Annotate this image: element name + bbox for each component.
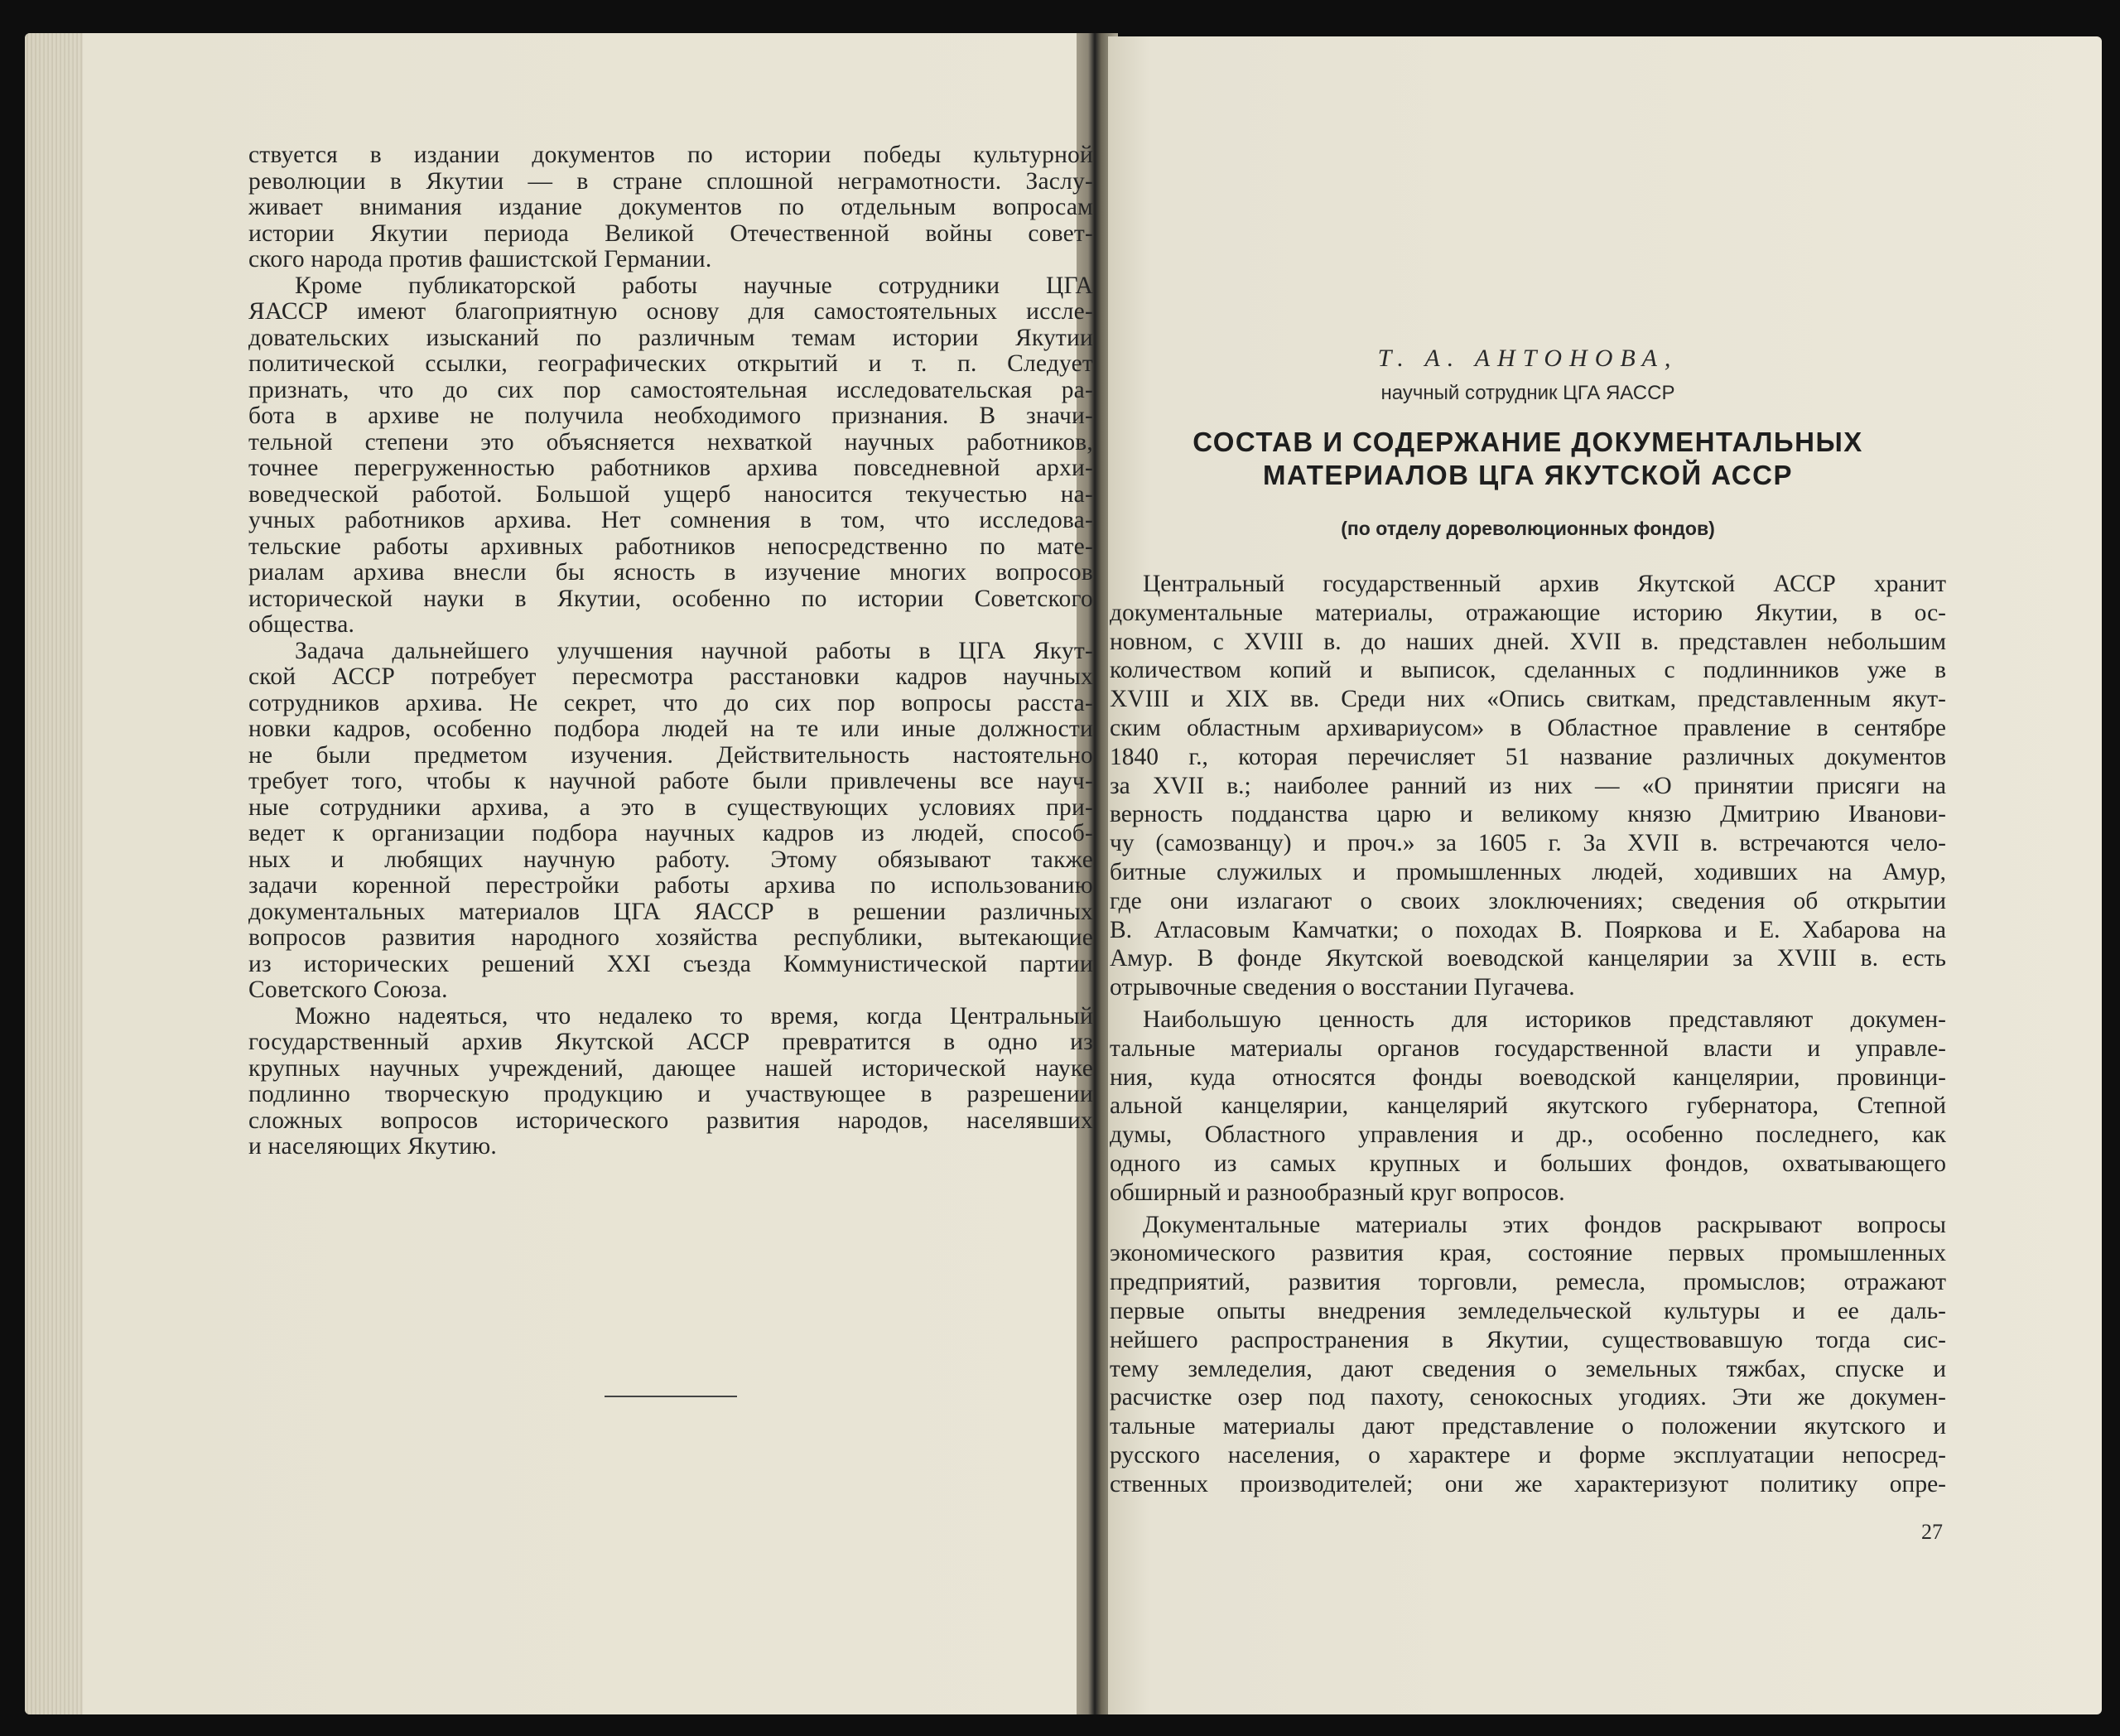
text-line: верность подданства царю и великому князю Дмитрию Иванови-: [1110, 801, 1946, 828]
text-line: признать, что до сих пор самостоятельная исследовательская ра-: [248, 377, 1093, 403]
text-line: Амур. В фонде Якутской воеводской канцелярии за XVIII в. есть: [1110, 945, 1946, 972]
text-line: альной канцелярии, канцелярий якутского губернатора, Степной: [1110, 1092, 1946, 1120]
article-subtitle: (по отделу дореволюционных фондов): [1341, 518, 1715, 539]
text-line: Наибольшую ценность для историков представляют докумен-: [1143, 1005, 1946, 1033]
text-line: количеством копий и выписок, сделанных с подлинников уже в: [1110, 657, 1946, 684]
text-line: ственных производителей; они же характеризуют политику опре-: [1110, 1470, 1946, 1497]
text-line: новки кадров, особенно подбора людей на те или иные должности: [248, 716, 1093, 742]
text-line: сотрудников архива. Не секрет, что до сих пор вопросы расста-: [248, 690, 1093, 716]
text-line: тальные материалы дают представление о положении якутского и: [1110, 1413, 1946, 1440]
text-line: экономического развития края, состояние первых промышленных: [1110, 1240, 1946, 1267]
text-line: нейшего распространения в Якутии, существовавшую тогда сис-: [1110, 1326, 1946, 1353]
text-line: тельские работы архивных работников непосредственно по мате-: [248, 533, 1093, 560]
text-line: Задача дальнейшего улучшения научной работы в ЦГА Якут-: [295, 638, 1093, 664]
paragraph: [1110, 1005, 1946, 1208]
text-line: новном, с XVIII в. до наших дней. XVII в. представлен небольшим: [1110, 628, 1946, 655]
text-line: тальные материалы органов государственной власти и управле-: [1110, 1034, 1946, 1062]
article-title-line: МАТЕРИАЛОВ ЦГА ЯКУТСКОЙ АССР: [1263, 460, 1793, 490]
text-line: ния, куда относятся фонды воеводской канцелярии, провинци-: [1110, 1063, 1946, 1091]
text-line: исторической науки в Якутии, особенно по истории Советского: [248, 586, 1093, 612]
text-line: ных и любящих научную работу. Этому обязывают также: [248, 846, 1093, 873]
text-line: обширный и разнообразный круг вопросов.: [1110, 1179, 1565, 1206]
author-position: научный сотрудник ЦГА ЯАССР: [1380, 382, 1675, 404]
text-line: учных работников архива. Нет сомнения в том, что исследова-: [248, 508, 1093, 533]
text-line: тельной степени это объясняется нехваткой научных работников,: [248, 429, 1093, 456]
text-line: сложных вопросов исторического развития народов, населявших: [248, 1107, 1093, 1134]
text-line: и населяющих Якутию.: [248, 1134, 497, 1160]
text-line: крупных научных учреждений, дающее нашей исторической науке: [248, 1055, 1093, 1082]
text-line: точнее перегруженностью работников архива повседневной архи-: [248, 456, 1093, 481]
text-line: ведет к организации подбора научных кадров из людей, способ-: [248, 821, 1093, 846]
text-line: ской АССР потребует пересмотра расстановки кадров научных: [248, 664, 1093, 690]
text-line: где они излагают о своих злоключениях; сведения об открытии: [1110, 887, 1946, 914]
article-title-line: СОСТАВ И СОДЕРЖАНИЕ ДОКУМЕНТАЛЬНЫХ: [1192, 427, 1863, 457]
text-line: расчистке озер под пахоту, сенокосных угодиях. Эти же докумен-: [1110, 1384, 1946, 1411]
text-line: истории Якутии периода Великой Отечественной войны совет-: [248, 220, 1093, 247]
text-line: риалам архива внесли бы ясность в изучение многих вопросов: [248, 560, 1093, 586]
text-line: Центральный государственный архив Якутской АССР хранит: [1143, 571, 1946, 597]
text-line: живает внимания издание документов по отдельным вопросам: [248, 195, 1093, 220]
text-line: за XVII в.; наиболее ранний из них — «О принятии присяги на: [1110, 772, 1946, 799]
text-line: отрывочные сведения о восстании Пугачева.: [1110, 974, 1575, 1001]
text-line: бота в архиве не получила необходимого признания. В значи-: [248, 403, 1093, 429]
text-line: чу (самозванцу) и проч.» за 1605 г. За XVII в. встречаются чело-: [1110, 830, 1946, 857]
text-line: ского народа против фашистской Германии.: [248, 247, 712, 272]
text-line: общества.: [248, 612, 355, 638]
text-line: ским областным архивариусом» в Областное правление в сентябре: [1110, 714, 1946, 741]
paragraph: [248, 142, 1093, 273]
section-end-rule: [605, 1396, 737, 1397]
text-line: воведческой работой. Большой ущерб наносится текучестью на-: [248, 481, 1093, 508]
text-line: вопросов развития народного хозяйства республики, вытекающие: [248, 925, 1093, 951]
text-line: из исторических решений XXI съезда Коммунистической партии: [248, 951, 1093, 977]
text-line: требует того, чтобы к научной работе были привлечены все науч-: [248, 769, 1093, 794]
paragraph: [1110, 570, 1946, 1002]
text-line: В. Атласовым Камчатки; о походах В. Пояркова и Е. Хабарова на: [1110, 916, 1946, 943]
text-line: Советского Союза.: [248, 977, 448, 1003]
text-line: документальных материалов ЦГА ЯАССР в решении различных: [248, 899, 1093, 925]
text-line: документальные материалы, отражающие историю Якутии, в ос-: [1110, 599, 1946, 626]
paragraph: [248, 273, 1093, 639]
page-number: 27: [1921, 1520, 1943, 1544]
text-line: Можно надеяться, что недалеко то время, когда Центральный: [295, 1003, 1093, 1030]
text-line: государственный архив Якутской АССР превратится в одно из: [248, 1030, 1093, 1055]
text-line: XVIII и XIX вв. Среди них «Опись свиткам, представленным якут-: [1110, 686, 1946, 713]
text-line: ные сотрудники архива, а это в существующих условиях при-: [248, 794, 1093, 821]
text-line: довательских изысканий по различным темам истории Якутии: [248, 325, 1093, 351]
text-line: Документальные материалы этих фондов раскрывают вопросы: [1143, 1211, 1946, 1238]
text-line: политической ссылки, географических открытий и т. п. Следует: [248, 351, 1093, 377]
page-edges: [25, 33, 83, 1714]
paragraph: [248, 639, 1093, 1004]
text-line: первые опыты внедрения земледельческой культуры и ее даль-: [1110, 1297, 1946, 1324]
text-line: ЯАССР имеют благоприятную основу для самостоятельных иссле-: [248, 299, 1093, 325]
text-line: революции в Якутии — в стране сплошной неграмотности. Заслу-: [248, 168, 1093, 195]
paragraph: [1110, 1211, 1946, 1499]
right-page-text: [1110, 570, 1946, 1499]
text-line: 1840 г., которая перечисляет 51 название различных документов: [1110, 743, 1946, 770]
text-line: не были предметом изучения. Действительность настоятельно: [248, 742, 1093, 769]
text-line: русского населения, о характере и форме эксплуатации непосред-: [1110, 1441, 1946, 1468]
text-line: думы, Областного управления и др., особенно последнего, как: [1110, 1121, 1946, 1149]
text-line: тему земледелия, дают сведения о земельных тяжбах, спуске и: [1110, 1355, 1946, 1382]
text-line: ствуется в издании документов по истории победы культурной: [248, 142, 1093, 168]
paragraph: [248, 1004, 1093, 1160]
text-line: битные служилых и промышленных людей, ходивших на Амур,: [1110, 858, 1946, 885]
text-line: Кроме публикаторской работы научные сотрудники ЦГА: [295, 272, 1093, 299]
text-line: предприятий, развития торговли, ремесла, промыслов; отражают: [1110, 1269, 1946, 1296]
text-line: одного из самых крупных и больших фондов, охватывающего: [1110, 1150, 1946, 1177]
left-page-text: [248, 142, 1093, 1160]
text-line: подлинно творческую продукцию и участвующее в разрешении: [248, 1082, 1093, 1107]
text-line: задачи коренной перестройки работы архива по использованию: [248, 873, 1093, 899]
author-name: Т. А. АНТОНОВА,: [1377, 345, 1679, 372]
article-title: [1110, 426, 1946, 492]
